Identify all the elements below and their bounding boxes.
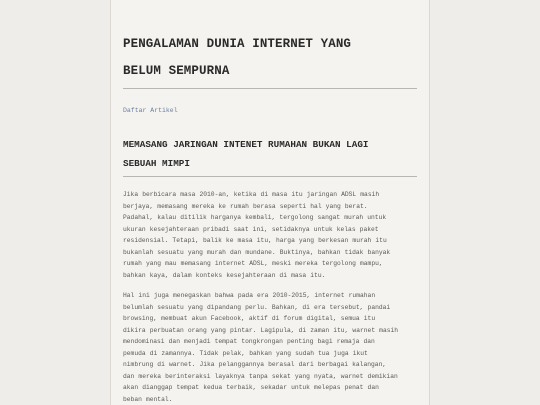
article-title-divider <box>123 176 417 177</box>
article-paragraph-1 <box>123 189 417 281</box>
paragraph-line: pemuda di zamannya. Tidak pelak, bahkan yang sudah tua juga ikut <box>123 349 368 357</box>
paragraph-line: mendominasi dan menjadi tempat tongkrongan penting bagi remaja dan <box>123 338 375 345</box>
paragraph-line: belumlah sesuatu yang dipandang perlu. Bahkan, di era tersebut, pandai <box>123 303 391 311</box>
paragraph-line: Padahal, kalau ditilik harganya kembali, tergolong sangat murah untuk <box>123 214 387 221</box>
paragraph-line: dan mereka berinteraksi layaknya tanpa sekat yang nyata, warnet demikian <box>123 372 398 380</box>
paragraph-line: akan dianggap tempat kedua terbaik, sekadar untuk melepas penat dan <box>123 384 379 391</box>
site-title-line-1: PENGALAMAN DUNIA INTERNET YANG <box>123 37 352 51</box>
paragraph-line: ukuran kesejahteraan pribadi saat ini, setidaknya untuk kelas paket <box>123 225 379 233</box>
article-list-link[interactable]: Daftar Artikel <box>123 107 178 114</box>
header-divider <box>123 88 417 89</box>
article-paragraph-2 <box>123 290 417 405</box>
paragraph-line: browsing, membuat akun Facebook, aktif di forum digital, semua itu <box>123 315 376 322</box>
paragraph-line: beban mental. <box>123 395 173 403</box>
article-title-line-2: SEBUAH MIMPI <box>123 158 190 169</box>
paragraph-line: berjaya, memasang mereka ke rumah berasa seperti hal yang berat. <box>123 202 368 210</box>
paragraph-line: Hal ini juga menegaskan bahwa pada era 2010-2015, internet rumahan <box>123 292 376 299</box>
paragraph-line: rumah yang mau memasang internet ADSL, meski mereka tergolong mampu, <box>123 260 383 267</box>
article-page <box>110 0 430 405</box>
paragraph-line: bukanlah sesuatu yang murah dan mundane. Buktinya, bahkan tidak banyak <box>123 248 391 256</box>
paragraph-line: bahkan kaya, dalam konteks kesejahteraan di masa itu. <box>123 271 326 279</box>
paragraph-line: residensial. Tetapi, balik ke masa itu, harga yang berkesan murah itu <box>123 237 387 244</box>
paragraph-line: nimbrung di warnet. Jika pelanggannya berasal dari berbagai kalangan, <box>123 361 387 368</box>
article-title-line-1: MEMASANG JARINGAN INTENET RUMAHAN BUKAN LAGI <box>123 139 369 150</box>
site-title-line-2: BELUM SEMPURNA <box>123 64 230 78</box>
article-title <box>123 135 417 173</box>
site-title <box>123 31 417 85</box>
paragraph-line: Jika berbicara masa 2010-an, ketika di masa itu jaringan ADSL masih <box>123 191 380 198</box>
paragraph-line: dikira perbuatan orang yang pintar. Lagipula, di zaman itu, warnet masih <box>123 326 399 334</box>
